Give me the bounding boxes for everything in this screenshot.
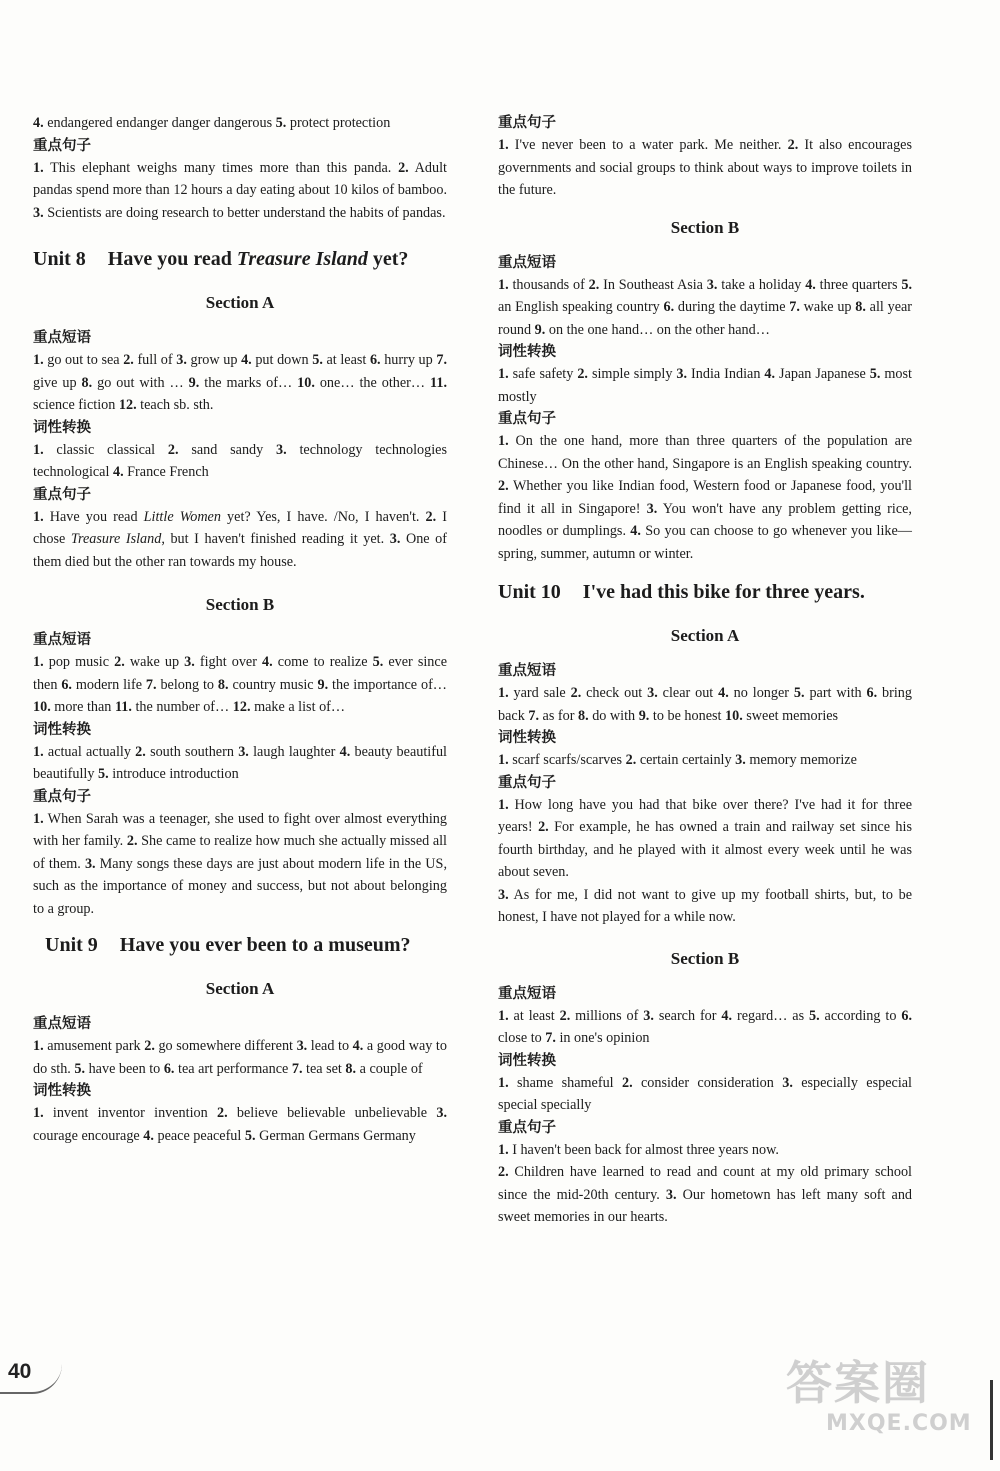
item-text: ever since then bbox=[33, 654, 447, 693]
item-text: thousands of bbox=[508, 276, 589, 293]
u10b-phrases-heading: 重点短语 bbox=[498, 985, 556, 1002]
item-text: south southern bbox=[145, 743, 239, 760]
u9a-word-forms-heading: 词性转换 bbox=[33, 1083, 91, 1099]
item-number: 3. bbox=[647, 685, 658, 701]
u10a-phrases bbox=[498, 682, 912, 727]
item-number: 12. bbox=[232, 699, 251, 715]
item-number: 3. bbox=[238, 743, 249, 760]
item-text: This elephant weighs many times more than this panda. bbox=[43, 159, 399, 176]
u8b-word-forms-heading: 词性转换 bbox=[33, 721, 91, 738]
unit-10-title bbox=[498, 581, 912, 604]
text: I chose bbox=[33, 508, 447, 547]
u9a-phrases-heading: 重点短语 bbox=[33, 1016, 91, 1032]
item-number: 7. bbox=[545, 1030, 556, 1046]
item-number: 2. bbox=[625, 752, 637, 768]
item-number: 9. bbox=[188, 374, 200, 391]
book-title: Treasure Island bbox=[70, 531, 162, 547]
item-text: laugh laughter bbox=[248, 743, 340, 760]
item-text: On the one hand, more than three quarters of the population are Chinese… On the other hand, Singapore is an English speaking country. bbox=[498, 433, 912, 472]
item-text: Whether you like Indian food, Western food or Japanese food, you'll find it all in Singapore! bbox=[498, 478, 912, 517]
item-text: science fiction bbox=[33, 397, 119, 413]
item-text: according to bbox=[819, 1007, 902, 1024]
item-text: as for bbox=[538, 707, 578, 724]
item-number: 2. bbox=[570, 685, 582, 701]
item-number: 5. bbox=[74, 1060, 86, 1077]
item-number: 4. bbox=[112, 464, 124, 480]
num: 2. bbox=[425, 508, 437, 525]
u9a-sentences bbox=[498, 134, 912, 202]
item-number: 3. bbox=[84, 855, 96, 872]
book-title: Little Women bbox=[143, 508, 221, 525]
unit-10-number: Unit 10 bbox=[498, 581, 561, 603]
item-text: tea art performance bbox=[174, 1060, 292, 1077]
u10a-sentences-3 bbox=[498, 884, 912, 929]
item-text: go out to sea bbox=[43, 352, 124, 368]
item-number: 1. bbox=[498, 685, 509, 701]
item-text: especially especial special specially bbox=[498, 1074, 912, 1113]
item-text: no longer bbox=[728, 685, 794, 701]
item-number: 3. bbox=[436, 1105, 447, 1121]
item-text: at least bbox=[508, 1007, 560, 1024]
item-number: 5. bbox=[312, 352, 323, 368]
u9a-word-forms bbox=[33, 1102, 447, 1147]
item-number: 9. bbox=[534, 321, 546, 338]
item-number: 6. bbox=[866, 685, 878, 701]
item-text: full of bbox=[133, 352, 177, 368]
item-number: 6. bbox=[163, 1060, 175, 1077]
u8b-phrases-heading: 重点短语 bbox=[33, 632, 91, 648]
u10a-phrases-heading: 重点短语 bbox=[498, 663, 556, 679]
item-text: in one's opinion bbox=[555, 1030, 650, 1046]
item-number: 5. bbox=[809, 1007, 820, 1024]
item-number: 4. bbox=[143, 1127, 154, 1144]
item-number: 8. bbox=[345, 1060, 357, 1077]
item-number: 10. bbox=[725, 707, 743, 724]
item-text: lead to bbox=[307, 1038, 353, 1054]
item-text: For example, he has owned a train and railway set since his fourth birthday, and he played with it almost every week until he was about seven. bbox=[498, 819, 912, 880]
item-text: As for me, I did not want to give up my football shirts, but, to be honest, I have not played for a while now. bbox=[498, 886, 912, 925]
item-text: When Sarah was a teenager, she used to fight over almost everything with her family. bbox=[33, 810, 447, 849]
item-number: 4. bbox=[630, 523, 641, 539]
item-number: 2. bbox=[559, 1007, 571, 1024]
item-number: 1. bbox=[498, 752, 509, 768]
item-text: teach sb. sth. bbox=[136, 397, 214, 413]
num: 3. bbox=[389, 531, 401, 547]
item-number: 1. bbox=[498, 796, 509, 813]
u8b-sentences bbox=[33, 808, 447, 921]
item-text: wake up bbox=[124, 654, 185, 670]
item-text: believe believable unbelievable bbox=[227, 1105, 437, 1121]
item-number: 2. bbox=[216, 1105, 228, 1121]
item-text: belong to bbox=[156, 676, 218, 693]
item-text: Japan Japanese bbox=[775, 366, 870, 382]
text: , but I haven't finished reading it yet. bbox=[161, 531, 390, 547]
item-number: 1. bbox=[498, 1141, 509, 1158]
u8b-word-forms bbox=[33, 741, 447, 786]
item-number: 2. bbox=[498, 478, 509, 494]
u8b-phrases bbox=[33, 651, 447, 719]
u9a-phrases bbox=[33, 1035, 447, 1080]
item-text: hurry up bbox=[380, 352, 437, 368]
item-text: an English speaking country bbox=[498, 299, 664, 315]
item-text: protect protection bbox=[286, 115, 391, 131]
item-number: 11. bbox=[430, 374, 447, 391]
item-number: 4. bbox=[339, 743, 351, 760]
item-text: wake up bbox=[799, 299, 856, 315]
item-text: Children have learned to read and count at my old primary school since the mid-20th century. bbox=[498, 1164, 912, 1203]
item-text: bring back bbox=[498, 685, 912, 724]
u8b-sentences-heading: 重点句子 bbox=[33, 788, 91, 805]
item-text: come to realize bbox=[272, 654, 373, 670]
u8a-sentences bbox=[33, 506, 447, 574]
item-number: 7. bbox=[291, 1060, 303, 1077]
item-number: 1. bbox=[498, 276, 509, 293]
item-number: 10. bbox=[33, 699, 51, 715]
item-number: 1. bbox=[498, 366, 509, 382]
unit-9-title-text: Have you ever been to a museum? bbox=[119, 934, 411, 956]
item-number: 2. bbox=[167, 441, 179, 458]
item-number: 1. bbox=[498, 1074, 509, 1091]
item-text: simple simply bbox=[587, 366, 677, 382]
item-number: 4. bbox=[721, 1007, 733, 1024]
left-column bbox=[33, 112, 447, 1147]
watermark-url: MXQE.COM bbox=[826, 1411, 972, 1436]
item-text: amusement park bbox=[43, 1038, 145, 1054]
item-text: shame shameful bbox=[508, 1074, 622, 1091]
item-number: 3. bbox=[735, 752, 746, 768]
item-text: search for bbox=[653, 1007, 722, 1024]
item-text: three quarters bbox=[815, 276, 902, 293]
unit-9-number: Unit 9 bbox=[45, 934, 98, 956]
item-text: introduce introduction bbox=[108, 766, 239, 782]
item-number: 2. bbox=[588, 276, 600, 293]
item-text: a couple of bbox=[356, 1060, 423, 1077]
u10b-sentences-2 bbox=[498, 1161, 912, 1229]
item-number: 2. bbox=[135, 743, 146, 760]
item-number: 1. bbox=[33, 159, 44, 176]
unit-8-title-c: yet? bbox=[367, 248, 409, 270]
item-number: 1. bbox=[33, 1105, 44, 1121]
item-number: 12. bbox=[118, 397, 137, 413]
item-text: one… the other… bbox=[314, 374, 431, 391]
item-number: 5. bbox=[275, 115, 287, 131]
item-text: more than bbox=[50, 699, 115, 715]
item-number: 4. bbox=[352, 1038, 364, 1054]
item-number: 8. bbox=[855, 299, 866, 315]
item-number: 11. bbox=[114, 699, 132, 715]
item-number: 3. bbox=[276, 441, 287, 458]
text: One of them died but the other ran towards my house. bbox=[33, 531, 447, 570]
item-number: 4. bbox=[805, 276, 816, 293]
text: yet? Yes, I have. /No, I haven't. bbox=[220, 508, 426, 525]
item-text: during the daytime bbox=[674, 299, 790, 315]
item-number: 8. bbox=[217, 676, 229, 693]
item-number: 2. bbox=[498, 1164, 509, 1180]
item-text: take a holiday bbox=[717, 276, 806, 293]
item-number: 4. bbox=[33, 115, 44, 131]
item-number: 5. bbox=[793, 685, 805, 701]
item-number: 2. bbox=[123, 352, 134, 368]
item-text: fight over bbox=[194, 654, 263, 670]
item-number: 1. bbox=[33, 441, 44, 458]
item-text: a good way to do sth. bbox=[33, 1038, 447, 1077]
item-text: classic classical bbox=[43, 441, 168, 458]
item-number: 5. bbox=[869, 366, 881, 382]
unit-9-section-b-title: Section B bbox=[670, 217, 740, 237]
item-number: 3. bbox=[184, 654, 195, 670]
item-text: memory memorize bbox=[745, 752, 857, 768]
item-text: regard… as bbox=[732, 1007, 810, 1024]
item-number: 1. bbox=[33, 743, 44, 760]
item-number: 5. bbox=[98, 766, 109, 782]
item-number: 4. bbox=[262, 654, 273, 670]
item-text: beauty beautiful beautifully bbox=[33, 743, 447, 782]
u8a-word-forms-heading: 词性转换 bbox=[33, 419, 91, 436]
intro-paragraph-1 bbox=[33, 112, 447, 135]
item-number: 1. bbox=[33, 1038, 44, 1054]
item-text: go somewhere different bbox=[154, 1038, 297, 1054]
item-text: modern life bbox=[71, 676, 146, 693]
item-number: 6. bbox=[369, 352, 381, 368]
item-text: So you can choose to go whenever you like—spring, summer, autumn or winter. bbox=[498, 523, 912, 562]
item-number: 3. bbox=[676, 366, 688, 382]
item-text: check out bbox=[581, 685, 648, 701]
item-number: 1. bbox=[498, 433, 509, 449]
item-text: I've never been to a water park. Me neither. bbox=[508, 137, 788, 153]
item-number: 1. bbox=[498, 1007, 509, 1024]
item-number: 6. bbox=[901, 1007, 912, 1024]
item-number: 8. bbox=[578, 707, 589, 724]
item-text: technology technologies technological bbox=[33, 441, 448, 480]
item-text: have been to bbox=[85, 1060, 164, 1077]
u8a-phrases bbox=[33, 349, 447, 417]
item-number: 7. bbox=[528, 707, 539, 724]
item-number: 3. bbox=[33, 204, 44, 221]
item-text: make a list of… bbox=[250, 699, 346, 715]
u9b-phrases bbox=[498, 274, 912, 342]
item-text: Scientists are doing research to better understand the habits of pandas. bbox=[43, 204, 446, 221]
u10b-word-forms bbox=[498, 1072, 912, 1117]
item-number: 7. bbox=[436, 352, 448, 368]
item-number: 1. bbox=[498, 137, 509, 153]
item-text: Our hometown has left many soft and sweet memories in our hearts. bbox=[498, 1186, 913, 1225]
u9b-sentences-heading: 重点句子 bbox=[498, 411, 556, 427]
item-number: 4. bbox=[718, 685, 729, 701]
item-text: pop music bbox=[43, 654, 115, 670]
unit-10-title-text: I've had this bike for three years. bbox=[582, 581, 865, 603]
unit-8-section-a-title: Section A bbox=[205, 293, 275, 312]
item-number: 3. bbox=[643, 1007, 654, 1024]
u9b-phrases-heading: 重点短语 bbox=[498, 254, 556, 271]
intro-paragraph-2 bbox=[33, 157, 447, 225]
item-number: 2. bbox=[621, 1074, 633, 1091]
item-number: 5. bbox=[901, 276, 912, 293]
item-text: India Indian bbox=[687, 366, 765, 382]
item-number: 1. bbox=[33, 654, 44, 670]
item-text: at least bbox=[322, 352, 370, 368]
item-number: 4. bbox=[241, 352, 252, 368]
u10a-word-forms bbox=[498, 749, 912, 772]
item-text: clear out bbox=[657, 685, 719, 701]
page-number: 40 bbox=[8, 1360, 32, 1383]
item-number: 3. bbox=[665, 1186, 677, 1203]
section-heading-key-sentences: 重点句子 bbox=[33, 137, 91, 154]
unit-9-title bbox=[45, 934, 447, 957]
item-number: 2. bbox=[114, 654, 125, 670]
item-number: 10. bbox=[297, 374, 315, 391]
watermark-logo bbox=[786, 1355, 986, 1465]
item-text: put down bbox=[251, 352, 313, 368]
item-number: 6. bbox=[61, 676, 72, 693]
u9a-sentences-heading: 重点句子 bbox=[498, 115, 556, 131]
unit-10-section-b-title: Section B bbox=[670, 948, 740, 968]
item-text: Adult pandas spend more than 12 hours a day eating about 10 kilos of bamboo. bbox=[33, 159, 447, 198]
item-text: endangered endanger danger dangerous bbox=[43, 115, 276, 131]
unit-10-section-a-title: Section A bbox=[670, 626, 740, 645]
item-text: scarf scarfs/scarves bbox=[508, 752, 626, 768]
item-number: 9. bbox=[317, 676, 329, 693]
item-text: In Southeast Asia bbox=[599, 276, 707, 293]
item-text: part with bbox=[804, 685, 867, 701]
item-text: the marks of… bbox=[199, 374, 298, 391]
item-number: 7. bbox=[145, 676, 157, 693]
item-number: 1. bbox=[33, 810, 44, 827]
item-text: on the one hand… on the other hand… bbox=[545, 321, 770, 338]
item-text: the importance of… bbox=[328, 676, 447, 693]
unit-8-title-a: Have you read bbox=[107, 248, 237, 270]
num: 1. bbox=[33, 508, 44, 525]
item-text: sweet memories bbox=[742, 707, 839, 724]
item-number: 5. bbox=[372, 654, 384, 670]
item-text: peace peaceful bbox=[153, 1127, 245, 1144]
u8a-sentences-heading: 重点句子 bbox=[33, 486, 91, 503]
item-number: 3. bbox=[498, 886, 509, 903]
item-number: 1. bbox=[33, 352, 44, 368]
item-text: invent inventor invention bbox=[43, 1105, 217, 1121]
item-number: 2. bbox=[787, 137, 799, 153]
u9b-word-forms-heading: 词性转换 bbox=[498, 344, 556, 360]
item-number: 3. bbox=[646, 500, 658, 517]
item-text: give up bbox=[33, 374, 82, 391]
item-text: grow up bbox=[186, 352, 242, 368]
item-text: tea set bbox=[302, 1060, 346, 1077]
u10a-sentences bbox=[498, 794, 912, 884]
unit-8-title bbox=[33, 248, 447, 271]
item-text: She came to realize how much she actually missed all of them. bbox=[33, 833, 448, 872]
item-text: yard sale bbox=[508, 685, 571, 701]
unit-8-number: Unit 8 bbox=[33, 248, 86, 270]
item-text: do with bbox=[588, 707, 639, 724]
item-text: to be honest bbox=[649, 707, 725, 724]
item-text: I haven't been back for almost three years now. bbox=[508, 1141, 779, 1158]
item-text: German Germans Germany bbox=[255, 1127, 416, 1144]
item-text: actual actually bbox=[43, 743, 136, 760]
item-number: 2. bbox=[126, 833, 138, 849]
item-number: 7. bbox=[789, 299, 800, 315]
text: Have you read bbox=[43, 508, 144, 525]
item-text: millions of bbox=[570, 1007, 644, 1024]
item-number: 2. bbox=[398, 159, 409, 176]
item-text: Many songs these days are just about modern life in the US, such as the importance of money and success, but not about belonging to a group. bbox=[33, 855, 447, 917]
item-text: safe safety bbox=[508, 366, 578, 382]
item-number: 2. bbox=[577, 366, 588, 382]
u10b-word-forms-heading: 词性转换 bbox=[498, 1052, 556, 1069]
item-number: 5. bbox=[244, 1127, 256, 1144]
edge-rule bbox=[990, 1380, 993, 1460]
u10b-phrases bbox=[498, 1005, 912, 1050]
item-text: courage encourage bbox=[33, 1127, 144, 1144]
u10b-sentences-heading: 重点句子 bbox=[498, 1119, 556, 1136]
u10a-word-forms-heading: 词性转换 bbox=[498, 730, 556, 746]
right-column bbox=[498, 112, 912, 1229]
u8a-word-forms bbox=[33, 439, 447, 484]
item-number: 3. bbox=[706, 276, 718, 293]
item-text: sand sandy bbox=[178, 441, 277, 458]
unit-8-section-b-title: Section B bbox=[205, 595, 275, 614]
u10a-sentences-heading: 重点句子 bbox=[498, 774, 556, 791]
item-number: 3. bbox=[782, 1074, 793, 1091]
u10b-sentences-1 bbox=[498, 1139, 912, 1162]
u9b-word-forms bbox=[498, 363, 912, 408]
item-text: go out with … bbox=[92, 374, 189, 391]
item-text: the number of… bbox=[131, 699, 233, 715]
u9b-sentences bbox=[498, 430, 912, 565]
unit-8-title-book: Treasure Island bbox=[236, 248, 368, 270]
item-text: It also encourages governments and social groups to think about ways to improve toilets in the future. bbox=[498, 137, 912, 198]
item-text: You won't have any problem getting rice, noodles or dumplings. bbox=[498, 500, 912, 539]
item-text: consider consideration bbox=[632, 1074, 783, 1091]
item-text: most mostly bbox=[498, 366, 912, 405]
item-text: close to bbox=[498, 1030, 546, 1046]
item-number: 8. bbox=[81, 374, 93, 391]
item-number: 3. bbox=[176, 352, 187, 368]
item-number: 2. bbox=[144, 1038, 155, 1054]
unit-9-section-a-title: Section A bbox=[205, 979, 275, 998]
item-text: certain certainly bbox=[636, 752, 736, 768]
item-number: 6. bbox=[663, 299, 675, 315]
item-number: 4. bbox=[764, 366, 776, 382]
item-text: France French bbox=[123, 464, 209, 480]
item-number: 2. bbox=[538, 819, 549, 835]
item-number: 3. bbox=[296, 1038, 308, 1054]
item-text: How long have you had that bike over there? I've had it for three years! bbox=[498, 796, 912, 835]
item-number: 9. bbox=[638, 707, 650, 724]
item-text: all year round bbox=[498, 299, 913, 338]
u8a-phrases-heading: 重点短语 bbox=[33, 330, 91, 346]
watermark-text: 答案圈 bbox=[786, 1356, 930, 1410]
item-text: country music bbox=[228, 676, 318, 693]
